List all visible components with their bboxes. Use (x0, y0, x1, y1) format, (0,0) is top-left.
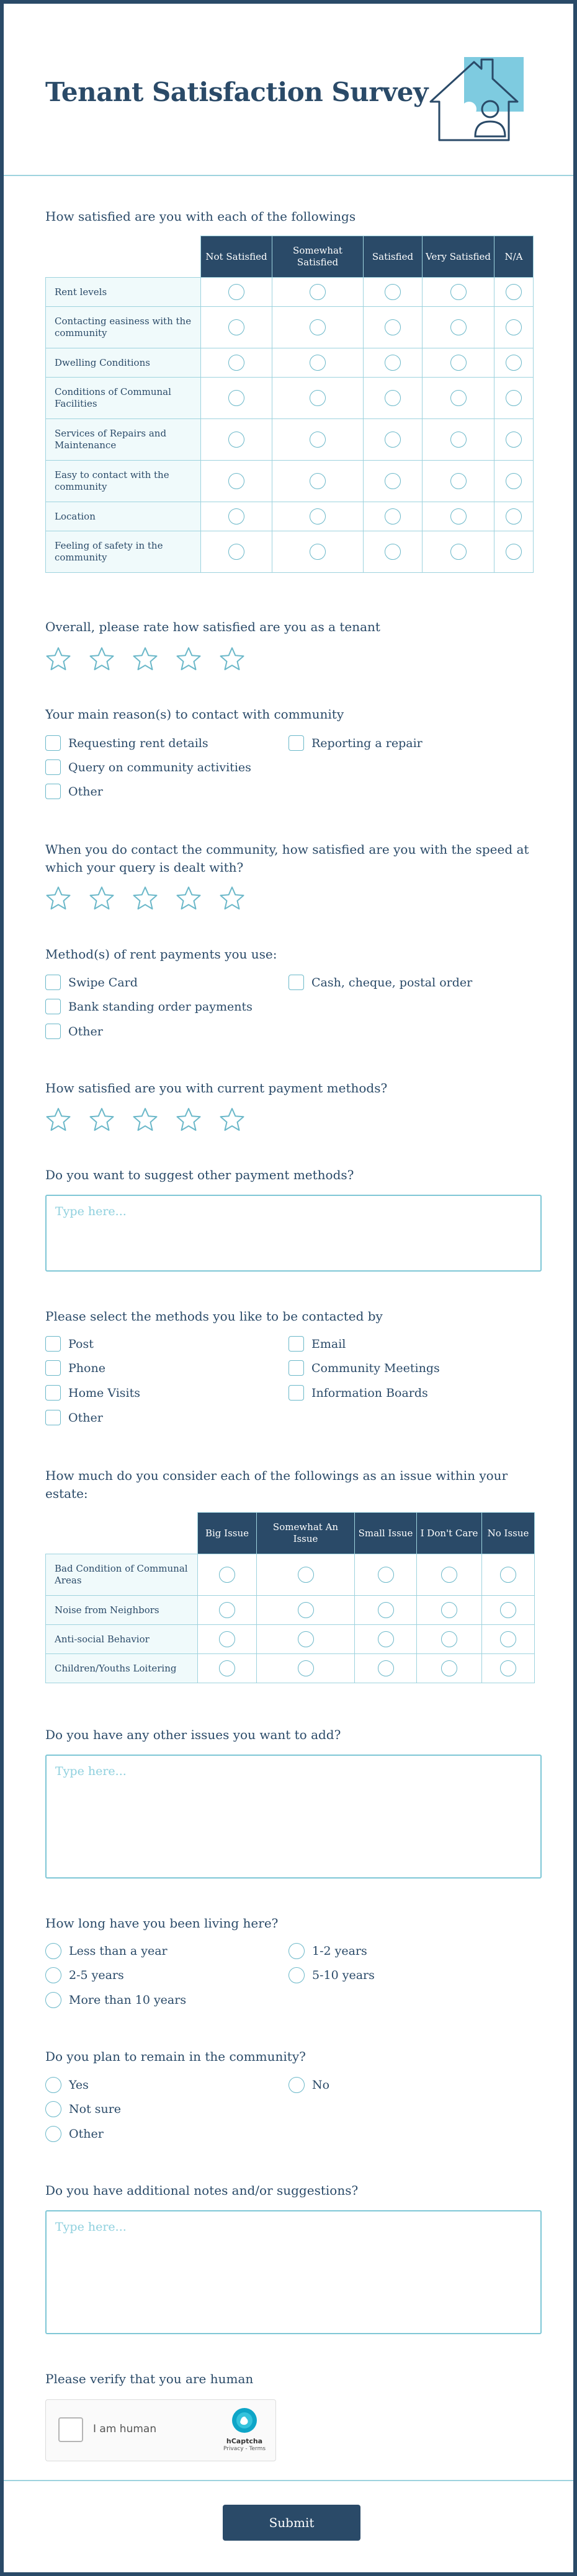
matrix-cell (417, 1596, 482, 1625)
checkbox[interactable] (45, 975, 61, 990)
option-post[interactable]: Post (45, 1336, 94, 1352)
matrix-cell (201, 502, 272, 531)
option-home-visits[interactable]: Home Visits (45, 1385, 140, 1401)
matrix-row-label: Noise from Neighbors (46, 1596, 198, 1625)
matrix-radio[interactable] (228, 319, 244, 335)
matrix-radio[interactable] (450, 432, 467, 448)
matrix-radio[interactable] (506, 319, 522, 335)
form-footer (4, 2480, 573, 2572)
speed-rating (45, 885, 245, 911)
matrix-cell (364, 502, 423, 531)
matrix-cell (198, 1554, 257, 1596)
matrix-row-label: Location (46, 502, 201, 531)
matrix-col-header: Very Satisfied (423, 236, 494, 278)
checkbox[interactable] (45, 1385, 61, 1401)
checkbox[interactable] (45, 735, 61, 751)
radio[interactable] (45, 2101, 61, 2117)
matrix-col-header: Somewhat Satisfied (272, 236, 364, 278)
matrix-cell (355, 1625, 417, 1654)
matrix-radio[interactable] (506, 473, 522, 489)
matrix-row (46, 1554, 535, 1596)
matrix-radio[interactable] (310, 284, 326, 300)
form-title: Tenant Satisfaction Survey (45, 77, 428, 107)
matrix-cell (417, 1625, 482, 1654)
q13-label: Do you have additional notes and/or suggestions? (45, 2183, 359, 2198)
matrix-radio[interactable] (506, 390, 522, 406)
matrix-cell (494, 378, 534, 419)
matrix-radio[interactable] (310, 355, 326, 371)
option-no[interactable]: No (288, 2077, 329, 2093)
option-not-sure[interactable]: Not sure (45, 2101, 121, 2117)
option-email[interactable]: Email (288, 1336, 346, 1352)
matrix-radio[interactable] (500, 1660, 516, 1676)
matrix-radio[interactable] (385, 508, 401, 524)
matrix-radio[interactable] (441, 1631, 457, 1647)
matrix-radio[interactable] (450, 355, 467, 371)
matrix-row (46, 531, 534, 573)
matrix-cell (482, 1625, 535, 1654)
matrix-row (46, 278, 534, 307)
matrix-cell (423, 307, 494, 348)
option-reporting-a-repair[interactable]: Reporting a repair (288, 735, 423, 751)
matrix-radio[interactable] (450, 319, 467, 335)
matrix-cell (257, 1625, 355, 1654)
matrix-cell (257, 1654, 355, 1683)
matrix-radio[interactable] (450, 390, 467, 406)
matrix-radio[interactable] (450, 508, 467, 524)
matrix-radio[interactable] (219, 1602, 235, 1618)
matrix-cell (482, 1596, 535, 1625)
survey-form (4, 4, 573, 2572)
matrix-radio[interactable] (310, 319, 326, 335)
matrix-radio[interactable] (441, 1660, 457, 1676)
star-icon[interactable] (45, 885, 71, 911)
other-issues-textarea[interactable] (45, 1755, 542, 1879)
q12-label: Do you plan to remain in the community? (45, 2049, 306, 2064)
matrix-cell (494, 531, 534, 573)
matrix-cell (201, 378, 272, 419)
q9-label: How much do you consider each of the followings as an issue within your estate: (45, 1468, 508, 1501)
matrix-radio[interactable] (500, 1602, 516, 1618)
option-swipe-card[interactable]: Swipe Card (45, 975, 138, 990)
matrix-radio[interactable] (219, 1660, 235, 1676)
matrix-radio[interactable] (506, 355, 522, 371)
matrix-row-label: Anti-social Behavior (46, 1625, 198, 1654)
matrix-cell (423, 348, 494, 378)
matrix-radio[interactable] (506, 432, 522, 448)
matrix-radio[interactable] (450, 284, 467, 300)
star-icon[interactable] (176, 646, 202, 672)
q1-label: How satisfied are you with each of the followings (45, 209, 356, 224)
checkbox[interactable] (45, 1360, 61, 1376)
matrix-cell (272, 461, 364, 502)
matrix-radio[interactable] (228, 432, 244, 448)
matrix-cell (494, 502, 534, 531)
matrix-cell (272, 307, 364, 348)
matrix-row (46, 348, 534, 378)
matrix-radio[interactable] (228, 355, 244, 371)
satisfaction-matrix (45, 236, 534, 573)
matrix-cell (364, 461, 423, 502)
option-less-than-a-year[interactable]: Less than a year (45, 1943, 168, 1959)
checkbox[interactable] (45, 1336, 61, 1352)
matrix-radio[interactable] (219, 1631, 235, 1647)
matrix-radio[interactable] (298, 1602, 314, 1618)
matrix-row-label: Feeling of safety in the community (46, 531, 201, 573)
matrix-radio[interactable] (385, 319, 401, 335)
matrix-cell (272, 419, 364, 461)
option-2-5-years[interactable]: 2-5 years (45, 1967, 124, 1983)
matrix-row-label: Bad Condition of Communal Areas (46, 1554, 198, 1596)
matrix-radio[interactable] (378, 1631, 394, 1647)
option-yes[interactable]: Yes (45, 2077, 89, 2093)
matrix-cell (355, 1654, 417, 1683)
matrix-cell (494, 307, 534, 348)
captcha-brand (220, 2407, 269, 2452)
matrix-cell (355, 1596, 417, 1625)
matrix-cell (272, 502, 364, 531)
radio[interactable] (288, 1967, 305, 1983)
matrix-radio[interactable] (506, 284, 522, 300)
matrix-cell (364, 378, 423, 419)
matrix-cell (482, 1554, 535, 1596)
star-icon[interactable] (176, 885, 202, 911)
star-icon[interactable] (132, 1107, 158, 1133)
matrix-cell (201, 307, 272, 348)
star-icon[interactable] (45, 646, 71, 672)
checkbox[interactable] (288, 735, 304, 751)
matrix-cell (257, 1596, 355, 1625)
option-more-than-10-years[interactable]: More than 10 years (45, 1992, 186, 2008)
matrix-cell (272, 278, 364, 307)
checkbox[interactable] (45, 759, 61, 775)
matrix-radio[interactable] (385, 355, 401, 371)
checkbox[interactable] (45, 1024, 61, 1039)
matrix-cell (257, 1554, 355, 1596)
matrix-radio[interactable] (310, 544, 326, 560)
radio[interactable] (45, 2077, 61, 2093)
matrix-row-label: Children/Youths Loitering (46, 1654, 198, 1683)
checkbox[interactable] (288, 1360, 304, 1376)
matrix-cell (201, 461, 272, 502)
matrix-cell (417, 1654, 482, 1683)
issues-matrix (45, 1512, 535, 1683)
matrix-radio[interactable] (310, 508, 326, 524)
matrix-radio[interactable] (385, 544, 401, 560)
matrix-radio[interactable] (378, 1602, 394, 1618)
q3-label: Your main reason(s) to contact with community (45, 707, 344, 722)
matrix-cell (494, 278, 534, 307)
matrix-row-label: Rent levels (46, 278, 201, 307)
matrix-cell (355, 1554, 417, 1596)
captcha-label: I am human (93, 2423, 157, 2435)
matrix-cell (272, 531, 364, 573)
matrix-radio[interactable] (298, 1660, 314, 1676)
matrix-cell (201, 419, 272, 461)
star-icon[interactable] (219, 646, 245, 672)
option-requesting-rent-details[interactable]: Requesting rent details (45, 735, 208, 751)
option-other[interactable]: Other (45, 1410, 103, 1425)
option-1-2-years[interactable]: 1-2 years (288, 1943, 367, 1959)
matrix-radio[interactable] (385, 473, 401, 489)
matrix-row (46, 378, 534, 419)
matrix-col-header: No Issue (482, 1513, 535, 1554)
matrix-radio[interactable] (450, 544, 467, 560)
matrix-row (46, 1654, 535, 1683)
matrix-cell (201, 348, 272, 378)
matrix-cell (272, 378, 364, 419)
matrix-cell (494, 348, 534, 378)
additional-notes-textarea[interactable] (45, 2210, 542, 2334)
matrix-row (46, 502, 534, 531)
matrix-radio[interactable] (500, 1567, 516, 1583)
matrix-cell (198, 1625, 257, 1654)
matrix-radio[interactable] (298, 1567, 314, 1583)
matrix-col-header: Big Issue (198, 1513, 257, 1554)
star-icon[interactable] (89, 646, 115, 672)
option-community-meetings[interactable]: Community Meetings (288, 1360, 440, 1376)
matrix-cell (423, 531, 494, 573)
matrix-row (46, 461, 534, 502)
captcha-privacy-terms-link[interactable]: Privacy - Terms (223, 2446, 266, 2452)
q11-label: How long have you been living here? (45, 1916, 279, 1931)
matrix-cell (272, 348, 364, 378)
matrix-cell (364, 278, 423, 307)
matrix-radio[interactable] (385, 284, 401, 300)
suggest-payment-methods-textarea[interactable] (45, 1195, 542, 1272)
payment-methods-rating (45, 1107, 245, 1133)
option-cash-cheque-postal[interactable]: Cash, cheque, postal order (288, 975, 472, 990)
overall-rating (45, 646, 245, 672)
star-icon[interactable] (45, 1107, 71, 1133)
hcaptcha-widget (45, 2399, 276, 2461)
matrix-row (46, 1596, 535, 1625)
q10-label: Do you have any other issues you want to add? (45, 1727, 341, 1742)
matrix-cell (423, 461, 494, 502)
matrix-radio[interactable] (506, 508, 522, 524)
matrix-radio[interactable] (441, 1602, 457, 1618)
star-icon[interactable] (176, 1107, 202, 1133)
matrix-radio[interactable] (310, 432, 326, 448)
matrix-radio[interactable] (506, 544, 522, 560)
radio[interactable] (45, 2126, 61, 2142)
q8-label: Please select the methods you like to be contacted by (45, 1309, 383, 1324)
matrix-row (46, 419, 534, 461)
star-icon[interactable] (89, 885, 115, 911)
matrix-cell (364, 419, 423, 461)
matrix-cell (364, 348, 423, 378)
matrix-cell (198, 1596, 257, 1625)
hcaptcha-logo-icon (231, 2407, 257, 2433)
matrix-cell (423, 419, 494, 461)
matrix-row-label: Easy to contact with the community (46, 461, 201, 502)
option-other[interactable]: Other (45, 2126, 104, 2142)
matrix-row (46, 1625, 535, 1654)
matrix-cell (423, 278, 494, 307)
checkbox[interactable] (45, 784, 61, 799)
option-5-10-years[interactable]: 5-10 years (288, 1967, 375, 1983)
matrix-radio[interactable] (385, 390, 401, 406)
matrix-cell (201, 531, 272, 573)
matrix-radio[interactable] (219, 1567, 235, 1583)
matrix-col-header: Small Issue (355, 1513, 417, 1554)
matrix-cell (494, 461, 534, 502)
checkbox[interactable] (288, 1336, 304, 1352)
matrix-cell (482, 1654, 535, 1683)
matrix-col-header: I Don't Care (417, 1513, 482, 1554)
matrix-radio[interactable] (378, 1567, 394, 1583)
matrix-radio[interactable] (310, 390, 326, 406)
q7-label: Do you want to suggest other payment methods? (45, 1167, 354, 1182)
submit-button[interactable]: Submit (223, 2505, 360, 2541)
option-bank-standing-order[interactable]: Bank standing order payments (45, 999, 253, 1014)
matrix-radio[interactable] (450, 473, 467, 489)
house-tenant-logo-icon (426, 53, 531, 146)
option-phone[interactable]: Phone (45, 1360, 105, 1376)
matrix-cell (364, 307, 423, 348)
option-other[interactable]: Other (45, 1024, 103, 1039)
matrix-radio[interactable] (228, 473, 244, 489)
checkbox[interactable] (45, 999, 61, 1014)
matrix-cell (201, 278, 272, 307)
option-information-boards[interactable]: Information Boards (288, 1385, 428, 1401)
matrix-row-label: Services of Repairs and Maintenance (46, 419, 201, 461)
matrix-col-header: N/A (494, 236, 534, 278)
option-other[interactable]: Other (45, 784, 103, 799)
star-icon[interactable] (219, 1107, 245, 1133)
matrix-radio[interactable] (500, 1631, 516, 1647)
radio[interactable] (45, 1967, 61, 1983)
captcha-brand-name: hCaptcha (226, 2437, 263, 2445)
matrix-radio[interactable] (228, 390, 244, 406)
checkbox[interactable] (288, 1385, 304, 1401)
matrix-radio[interactable] (228, 508, 244, 524)
radio[interactable] (288, 2077, 305, 2093)
q5-label: Method(s) of rent payments you use: (45, 947, 277, 962)
checkbox[interactable] (288, 975, 304, 990)
matrix-radio[interactable] (310, 473, 326, 489)
q4-label: When you do contact the community, how satisfied are you with the speed at which your query is dealt with? (45, 842, 529, 875)
matrix-radio[interactable] (385, 432, 401, 448)
matrix-row-label: Dwelling Conditions (46, 348, 201, 378)
matrix-cell (494, 419, 534, 461)
star-icon[interactable] (132, 885, 158, 911)
matrix-cell (423, 502, 494, 531)
q2-label: Overall, please rate how satisfied are you as a tenant (45, 619, 380, 634)
q14-label: Please verify that you are human (45, 2371, 254, 2386)
matrix-radio[interactable] (228, 284, 244, 300)
radio[interactable] (45, 1992, 61, 2008)
matrix-col-header: Satisfied (364, 236, 423, 278)
matrix-radio[interactable] (441, 1567, 457, 1583)
matrix-col-header: Not Satisfied (201, 236, 272, 278)
star-icon[interactable] (89, 1107, 115, 1133)
option-query-community-activities[interactable]: Query on community activities (45, 759, 251, 775)
star-icon[interactable] (132, 646, 158, 672)
form-header (4, 4, 573, 176)
matrix-row-label: Contacting easiness with the community (46, 307, 201, 348)
matrix-cell (364, 531, 423, 573)
matrix-radio[interactable] (298, 1631, 314, 1647)
radio[interactable] (288, 1943, 305, 1959)
q6-label: How satisfied are you with current payment methods? (45, 1081, 388, 1095)
checkbox[interactable] (45, 1410, 61, 1425)
radio[interactable] (45, 1943, 61, 1959)
matrix-radio[interactable] (228, 544, 244, 560)
star-icon[interactable] (219, 885, 245, 911)
captcha-checkbox[interactable] (58, 2417, 83, 2442)
matrix-cell (423, 378, 494, 419)
matrix-radio[interactable] (378, 1660, 394, 1676)
matrix-cell (198, 1654, 257, 1683)
matrix-row (46, 307, 534, 348)
matrix-col-header: Somewhat An Issue (257, 1513, 355, 1554)
matrix-row-label: Conditions of Communal Facilities (46, 378, 201, 419)
matrix-cell (417, 1554, 482, 1596)
